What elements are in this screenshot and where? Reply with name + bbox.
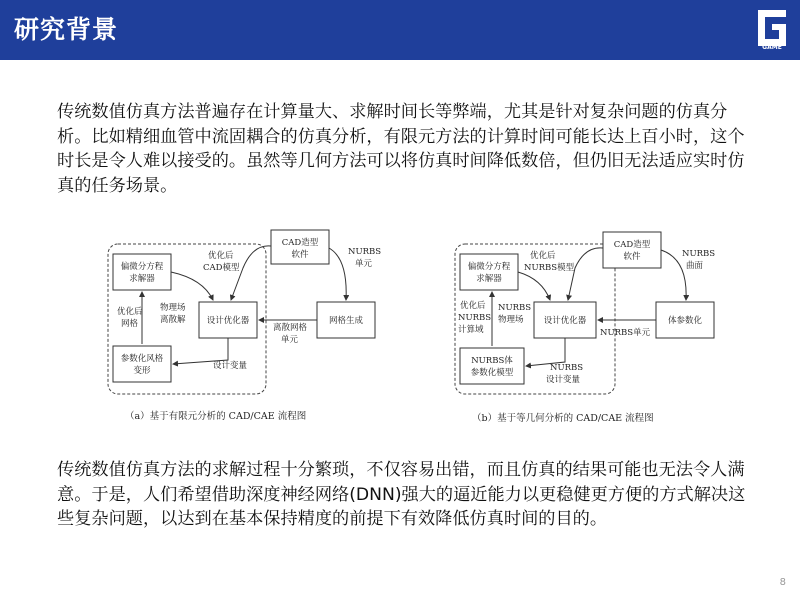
svg-text:软件: 软件: [623, 252, 641, 262]
paragraph-conclusion: 传统数值仿真方法的求解过程十分繁琐，不仅容易出错，而且仿真的结果可能也无法令人满意。于是，人们希望借助深度神经网络(DNN)强大的逼近能力以更稳健更方便的方式解决这些复杂问题，以达到在基本保持精度的前提下有效降低仿真时间的目的。: [57, 460, 746, 529]
pde-solver-label: 偏微分方程: [120, 262, 164, 272]
svg-text:NURBS: NURBS: [498, 303, 532, 313]
header-bar: [0, 0, 800, 60]
cad-software-label: CAD造型: [613, 240, 651, 250]
pde-solver-label: 偏微分方程: [467, 262, 511, 272]
page-number: 8: [779, 577, 786, 588]
svg-text:NURBS: NURBS: [458, 313, 492, 323]
caption-a: （a）基于有限元分析的 CAD/CAE 流程图: [125, 411, 307, 422]
param-deform-label: 参数化风格: [120, 354, 164, 364]
svg-text:曲面: 曲面: [686, 261, 704, 271]
nurbs-body-label: NURBS体: [471, 356, 513, 366]
svg-text:单元: 单元: [355, 259, 373, 269]
svg-text:优化后: 优化后: [208, 251, 234, 261]
caption-b: （b）基于等几何分析的 CAD/CAE 流程图: [472, 413, 654, 424]
svg-text:NURBS: NURBS: [550, 363, 584, 373]
iga-flowchart: [450, 224, 780, 434]
svg-text:单元: 单元: [281, 335, 299, 345]
svg-text:离散网格: 离散网格: [273, 323, 308, 333]
svg-text:求解器: 求解器: [129, 274, 155, 284]
svg-text:物理场: 物理场: [498, 315, 524, 325]
paragraph-intro: 传统数值仿真方法普遍存在计算量大、求解时间长等弊端，尤其是针对复杂问题的仿真分析。比如精细血管中流固耦合的仿真分析，有限元方法的计算时间可能长达上百小时，这个时长是令人难以接受的。虽然等几何方法可以将仿真时间降低数倍，但仍旧无法适应实时仿真的任务场景。: [57, 102, 745, 196]
svg-text:优化后: 优化后: [530, 251, 556, 261]
svg-text:离散解: 离散解: [160, 315, 186, 325]
svg-text:设计变量: 设计变量: [213, 361, 248, 371]
svg-text:NURBS: NURBS: [682, 249, 716, 259]
svg-text:NURBS模型: NURBS模型: [524, 263, 575, 273]
svg-text:优化后: 优化后: [460, 301, 486, 311]
svg-text:GAME: GAME: [762, 44, 782, 50]
svg-text:NURBS: NURBS: [348, 247, 382, 257]
svg-text:物理场: 物理场: [160, 303, 186, 313]
svg-text:软件: 软件: [291, 250, 309, 260]
svg-text:CAD模型: CAD模型: [203, 263, 240, 273]
design-optimizer-label: 设计优化器: [206, 316, 250, 326]
svg-text:NURBS单元: NURBS单元: [600, 328, 651, 338]
svg-text:计算域: 计算域: [458, 325, 484, 335]
svg-text:设计变量: 设计变量: [546, 375, 581, 385]
design-optimizer-label: 设计优化器: [543, 316, 587, 326]
fea-flowchart: [103, 224, 433, 434]
page-title: 研究背景: [14, 15, 119, 44]
mesh-generation-label: 网格生成: [328, 316, 364, 326]
svg-text:优化后: 优化后: [117, 307, 143, 317]
cad-software-label: CAD造型: [281, 238, 319, 248]
svg-text:参数化模型: 参数化模型: [470, 368, 514, 378]
svg-text:变形: 变形: [133, 366, 151, 376]
svg-text:网格: 网格: [121, 319, 139, 329]
game-logo-icon: [750, 6, 794, 50]
volume-param-label: 体参数化: [667, 316, 703, 326]
svg-text:求解器: 求解器: [476, 274, 502, 284]
